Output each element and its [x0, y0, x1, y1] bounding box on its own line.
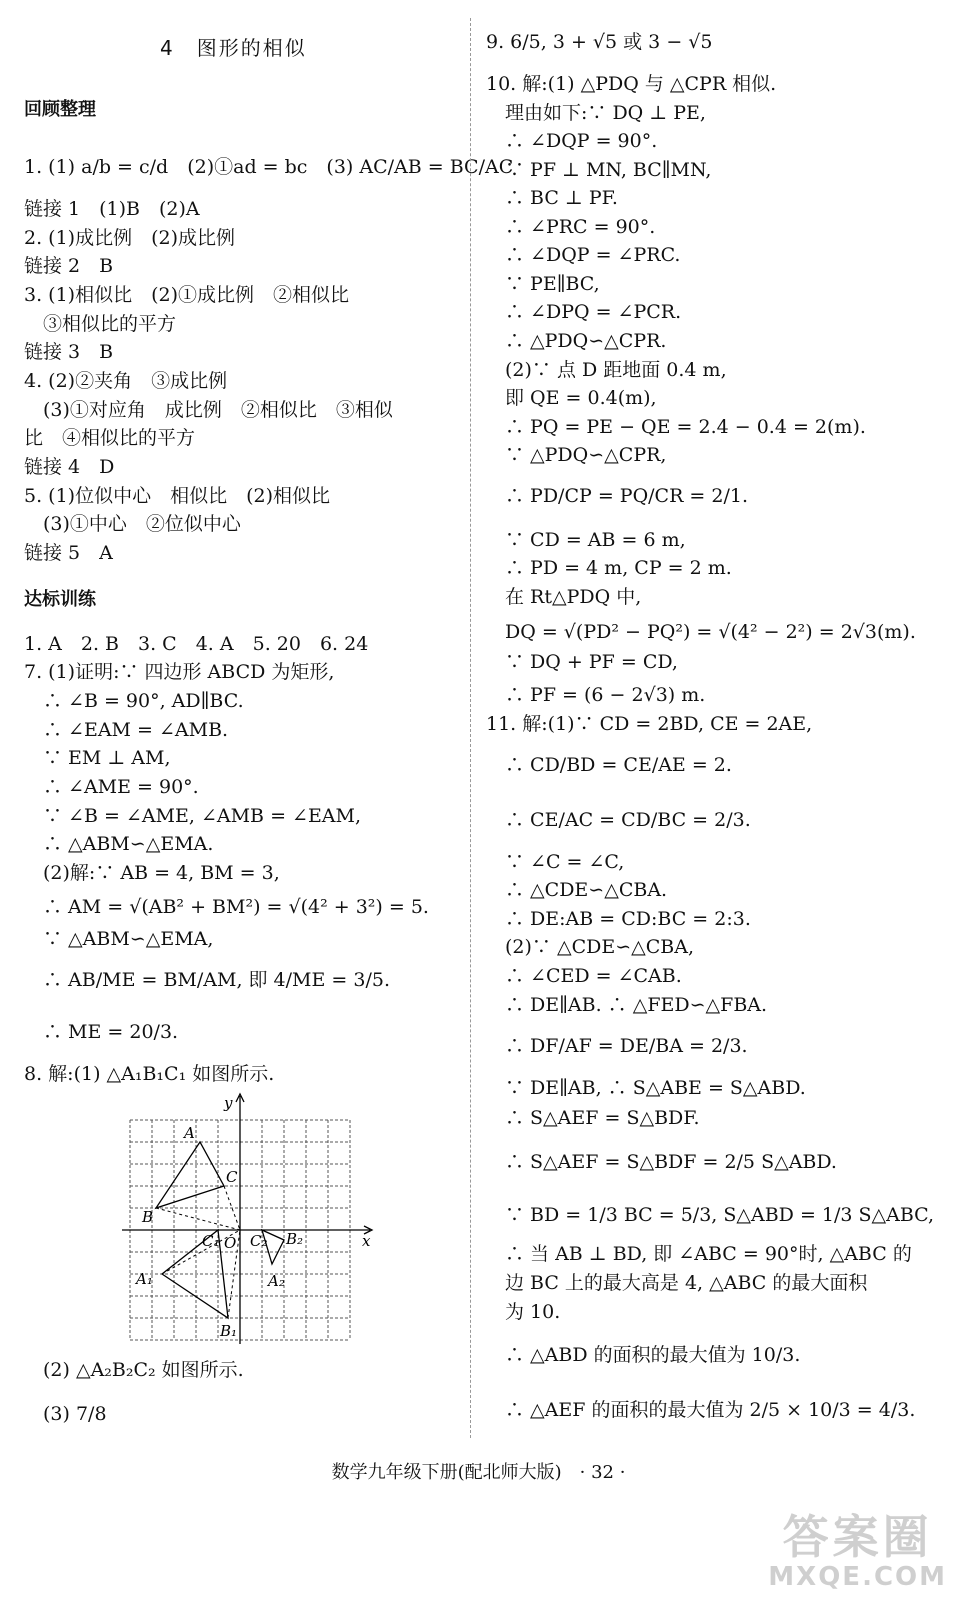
answer-line: ∵ △ABM∽△EMA, [24, 928, 214, 950]
answer-line: ∴ ∠EAM = ∠AMB. [24, 719, 229, 741]
answer-line: ∵ DQ + PF = CD, [486, 651, 678, 673]
label-b: B [142, 1208, 154, 1226]
answer-line: ∵ EM ⊥ AM, [24, 747, 171, 769]
answer-line: 在 Rt△PDQ 中, [486, 586, 642, 608]
answer-line: ∴ DE:AB = CD:BC = 2:3. [486, 908, 751, 930]
answer-line: ∴ BC ⊥ PF. [486, 187, 618, 209]
answer-line: 10. 解:(1) △PDQ 与 △CPR 相似. [486, 73, 777, 95]
answer-line: ∴ ∠DQP = 90°. [486, 130, 658, 152]
answer-line: 1. (1) a/b = c/d (2)①ad = bc (3) AC/AB = BC/AC [24, 156, 514, 178]
answer-line: ∴ ∠DPQ = ∠PCR. [486, 301, 682, 323]
label-a: A [184, 1124, 195, 1142]
answer-line: ∵ PF ⊥ MN, BC∥MN, [486, 159, 712, 181]
answer-line: (3) 7/8 [24, 1403, 107, 1425]
answer-line: ∴ ∠DQP = ∠PRC. [486, 244, 681, 266]
answer-line: (2) △A₂B₂C₂ 如图所示. [24, 1359, 244, 1381]
answer-line: 5. (1)位似中心 相似比 (2)相似比 [24, 485, 330, 507]
label-a1: A₁ [136, 1270, 153, 1288]
answer-line: 3. (1)相似比 (2)①成比例 ②相似比 [24, 284, 349, 306]
answer-line: ∴ AM = √(AB² + BM²) = √(4² + 3²) = 5. [24, 896, 429, 918]
answer-line: (3)①中心 ②位似中心 [24, 513, 241, 535]
answer-line: 为 10. [486, 1301, 561, 1323]
answer-line: ∵ ∠C = ∠C, [486, 851, 625, 873]
label-o: O [224, 1234, 237, 1252]
answer-line: ∴ DF/AF = DE/BA = 2/3. [486, 1035, 748, 1057]
answer-line: 4. (2)②夹角 ③成比例 [24, 370, 228, 392]
answer-line: ∵ CD = AB = 6 m, [486, 529, 686, 551]
answer-line: ∴ PD/CP = PQ/CR = 2/1. [486, 485, 749, 507]
answer-line: 链接 1 (1)B (2)A [24, 198, 200, 220]
answer-line: ∴ ∠B = 90°, AD∥BC. [24, 690, 244, 712]
answer-line: ∴ ME = 20/3. [24, 1021, 179, 1043]
answer-line: ∵ △PDQ∽△CPR, [486, 444, 667, 466]
answer-line: 边 BC 上的最大高是 4, △ABC 的最大面积 [486, 1272, 868, 1294]
label-b1: B₁ [220, 1322, 238, 1340]
answer-line: 即 QE = 0.4(m), [486, 387, 657, 409]
answer-line: ∴ PF = (6 − 2√3) m. [486, 684, 706, 706]
answer-line: ∴ S△AEF = S△BDF = 2/5 S△ABD. [486, 1151, 837, 1173]
answer-line: ∴ ∠CED = ∠CAB. [486, 965, 682, 987]
answer-line: ∵ DE∥AB, ∴ S△ABE = S△ABD. [486, 1077, 806, 1099]
answer-line: 理由如下:∵ DQ ⊥ PE, [486, 102, 706, 124]
answer-line: ∴ ∠AME = 90°. [24, 776, 199, 798]
label-c1: C₁ [202, 1232, 220, 1250]
answer-line: ∴ CE/AC = CD/BC = 2/3. [486, 809, 751, 831]
answer-line: ∴ PD = 4 m, CP = 2 m. [486, 557, 732, 579]
answer-line: ∴ PQ = PE − QE = 2.4 − 0.4 = 2(m). [486, 416, 866, 438]
coordinate-grid-figure [120, 1090, 390, 1345]
answer-line: 9. 6/5, 3 + √5 或 3 − √5 [486, 31, 713, 53]
answer-line: ∵ PE∥BC, [486, 273, 600, 295]
answer-line: ∵ ∠B = ∠AME, ∠AMB = ∠EAM, [24, 805, 362, 827]
answer-line: 1. A 2. B 3. C 4. A 5. 20 6. 24 [24, 633, 369, 655]
answer-line: 链接 2 B [24, 255, 114, 277]
label-a2: A₂ [268, 1272, 285, 1290]
answer-line: 链接 5 A [24, 542, 113, 564]
section-heading-practice: 达标训练 [24, 589, 96, 610]
label-x: x [362, 1232, 371, 1250]
label-b2: B₂ [286, 1230, 304, 1248]
answer-line: ∴ S△AEF = S△BDF. [486, 1107, 700, 1129]
answer-line: (3)①对应角 成比例 ②相似比 ③相似 [24, 399, 393, 421]
answer-line: ∴ △PDQ∽△CPR. [486, 330, 667, 352]
answer-line: 11. 解:(1)∵ CD = 2BD, CE = 2AE, [486, 713, 813, 735]
column-divider [470, 18, 471, 1438]
answer-line: ∴ △ABD 的面积的最大值为 10/3. [486, 1344, 801, 1366]
watermark-logo [768, 1512, 947, 1592]
answer-line: ∴ 当 AB ⊥ BD, 即 ∠ABC = 90°时, △ABC 的 [486, 1243, 912, 1265]
answer-line: ∴ AB/ME = BM/AM, 即 4/ME = 3/5. [24, 969, 390, 991]
answer-line: 7. (1)证明:∵ 四边形 ABCD 为矩形, [24, 661, 335, 683]
answer-line: (2)∵ △CDE∽△CBA, [486, 936, 694, 958]
answer-line: 比 ④相似比的平方 [24, 427, 196, 449]
answer-line: ∴ CD/BD = CE/AE = 2. [486, 754, 732, 776]
answer-line: ∴ ∠PRC = 90°. [486, 216, 656, 238]
label-c: C [226, 1168, 238, 1186]
section-heading-review: 回顾整理 [24, 99, 96, 120]
answer-line: (2)解:∵ AB = 4, BM = 3, [24, 862, 280, 884]
answer-line: 链接 4 D [24, 456, 115, 478]
answer-line: 2. (1)成比例 (2)成比例 [24, 227, 235, 249]
watermark-bottom: MXQE.COM [768, 1562, 947, 1592]
answer-line: ∴ △AEF 的面积的最大值为 2/5 × 10/3 = 4/3. [486, 1399, 916, 1421]
answer-line: ∴ △ABM∽△EMA. [24, 833, 214, 855]
page-title: 4 图形的相似 [160, 36, 307, 60]
answer-line: 8. 解:(1) △A₁B₁C₁ 如图所示. [24, 1063, 275, 1085]
answer-line: ③相似比的平方 [24, 313, 177, 335]
answer-line: DQ = √(PD² − PQ²) = √(4² − 2²) = 2√3(m). [486, 621, 916, 643]
triangle-abc [156, 1142, 224, 1208]
answer-line: ∴ △CDE∽△CBA. [486, 879, 668, 901]
answer-line: 链接 3 B [24, 341, 114, 363]
label-y: y [224, 1094, 233, 1112]
watermark-top: 答案圈 [782, 1510, 933, 1564]
answer-line: ∴ DE∥AB. ∴ △FED∽△FBA. [486, 994, 768, 1016]
answer-line: (2)∵ 点 D 距地面 0.4 m, [486, 359, 727, 381]
label-c2: C₂ [250, 1232, 268, 1250]
answer-line: ∵ BD = 1/3 BC = 5/3, S△ABD = 1/3 S△ABC, [486, 1204, 935, 1226]
page-footer: 数学九年级下册(配北师大版) · 32 · [331, 1462, 626, 1483]
